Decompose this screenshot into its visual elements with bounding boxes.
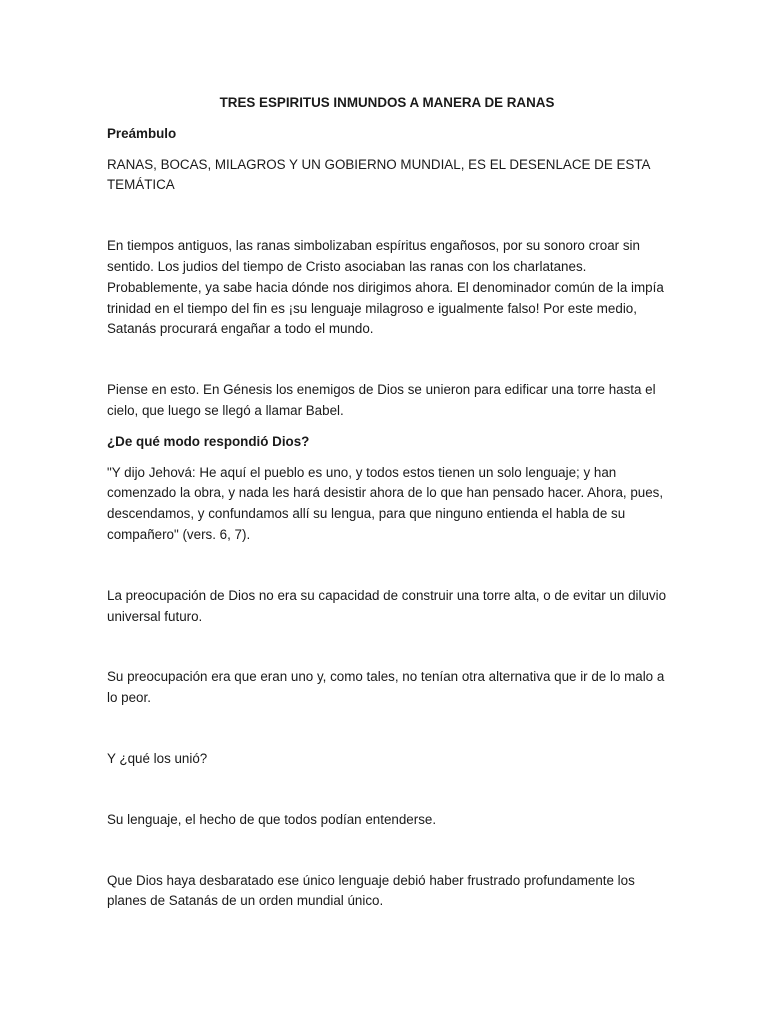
paragraph-ranas: En tiempos antiguos, las ranas simbolizaban espíritus engañosos, por su sonoro croar sin sentido. Los judios del tiempo de Cristo asociaban las ranas con los charlatanes. Probablemente, ya sabe hacia dónde nos dirigimos ahora. El denominador común de la impía trinidad en el tiempo del fin es ¡su lenguaje milagroso e igualmente falso! Por este medio, Satanás procurará engañar a todo el mundo. bbox=[107, 238, 664, 337]
question-heading: ¿De qué modo respondió Dios? bbox=[107, 433, 310, 449]
paragraph-uno: Su preocupación era que eran uno y, como tales, no tenían otra alternativa que ir de lo malo a lo peor. bbox=[107, 669, 665, 706]
paragraph-question: Y ¿qué los unió? bbox=[107, 750, 208, 766]
document-title: TRES ESPIRITUS INMUNDOS A MANERA DE RANAS bbox=[219, 95, 555, 110]
paragraph-preocupacion: La preocupación de Dios no era su capacidad de construir una torre alta, o de evitar un diluvio universal futuro. bbox=[107, 587, 667, 624]
paragraph-babel: Piense en esto. En Génesis los enemigos de Dios se unieron para edificar una torre hasta el cielo, que luego se llegó a llamar Babel. bbox=[107, 382, 656, 418]
paragraph-intro: RANAS, BOCAS, MILAGROS Y UN GOBIERNO MUNDIAL, ES EL DESENLACE DE ESTA TEMÁTICA bbox=[107, 156, 650, 193]
paragraph-quote: "Y dijo Jehová: He aquí el pueblo es uno, y todos estos tienen un solo lenguaje; y han comenzado la obra, y nada les hará desistir ahora de lo que han pensado hacer. Ahora, pues, descendamos, y confundamos allí su lengua, para que ninguno entienda el habla de su compañero" (vers. 6, 7). bbox=[107, 464, 664, 542]
document-body bbox=[107, 93, 667, 912]
paragraph-lenguaje: Su lenguaje, el hecho de que todos podían entenderse. bbox=[107, 811, 437, 827]
paragraph-conclusion: Que Dios haya desbaratado ese único lenguaje debió haber frustrado profundamente los planes de Satanás de un orden mundial único. bbox=[107, 872, 635, 909]
preamble-heading: Preámbulo bbox=[107, 125, 177, 141]
